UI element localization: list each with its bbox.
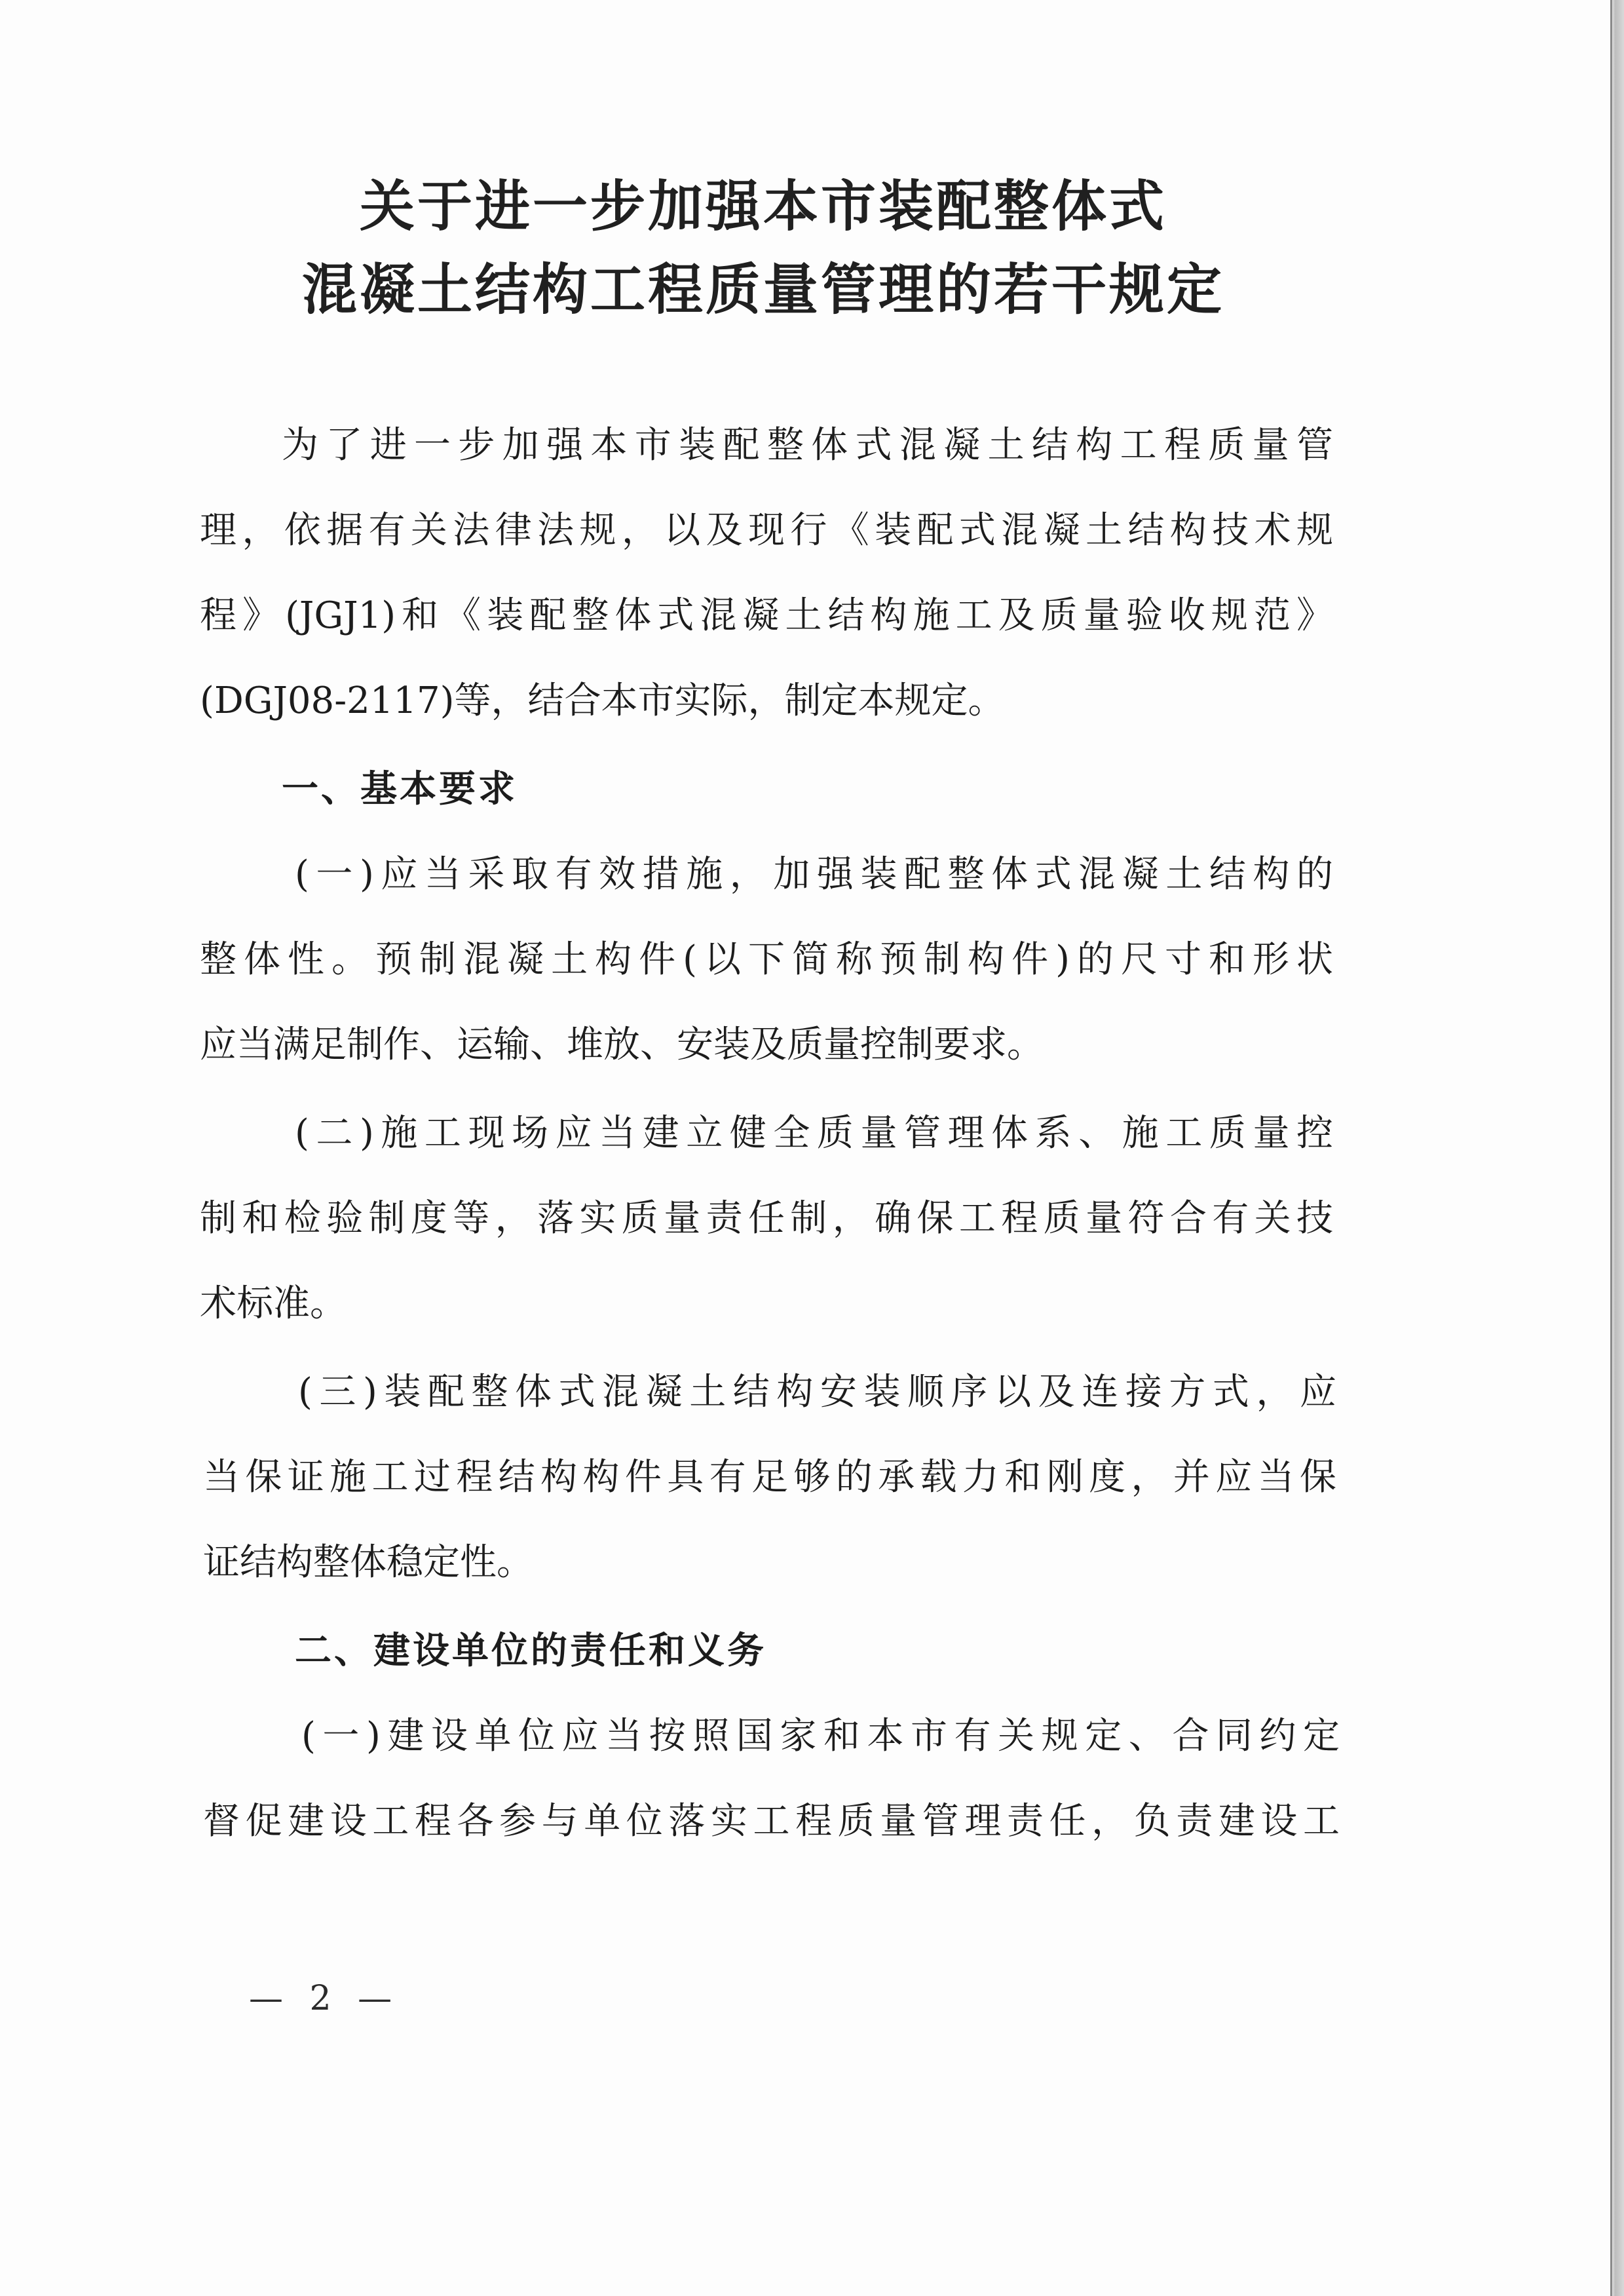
- s1-item1-line-3: 应当满足制作、运输、堆放、安装及质量控制要求。: [200, 1024, 1044, 1066]
- scanner-edge: [1612, 0, 1624, 2296]
- intro-line-3: 程》(JGJ1)和《装配整体式混凝土结构施工及质量验收规范》: [200, 594, 1333, 637]
- document-title-line-2: 混凝土结构工程质量管理的若干规定: [301, 258, 1224, 322]
- s2-item1-line-1: (一)建设单位应当按照国家和本市有关规定、合同约定: [301, 1715, 1340, 1757]
- intro-line-1: 为了进一步加强本市装配整体式混凝土结构工程质量管: [282, 424, 1333, 467]
- document-title-line-1: 关于进一步加强本市装配整体式: [359, 174, 1167, 239]
- s1-item2-line-3: 术标准。: [200, 1282, 347, 1325]
- s1-item2-line-1: (二)施工现场应当建立健全质量管理体系、施工质量控: [295, 1112, 1333, 1155]
- s1-item1-line-2: 整体性。预制混凝土构件(以下简称预制构件)的尺寸和形状: [200, 938, 1333, 981]
- s1-item1-line-1: (一)应当采取有效措施，加强装配整体式混凝土结构的: [295, 853, 1333, 896]
- intro-line-2: 理，依据有关法律法规，以及现行《装配式混凝土结构技术规: [200, 509, 1333, 552]
- page-border: [1610, 0, 1612, 2296]
- s1-item3-line-1: (三)装配整体式混凝土结构安装顺序以及连接方式，应: [298, 1371, 1336, 1413]
- s2-item1-line-2: 督促建设工程各参与单位落实工程质量管理责任，负责建设工: [203, 1800, 1340, 1843]
- page-number: — 2 —: [249, 1979, 400, 2018]
- section-2-heading: 二、建设单位的责任和义务: [295, 1630, 766, 1672]
- s1-item3-line-3: 证结构整体稳定性。: [203, 1541, 533, 1584]
- section-1-heading: 一、基本要求: [282, 768, 518, 811]
- s1-item2-line-2: 制和检验制度等，落实质量责任制，确保工程质量符合有关技: [200, 1197, 1333, 1240]
- s1-item3-line-2: 当保证施工过程结构构件具有足够的承载力和刚度，并应当保: [203, 1456, 1336, 1499]
- intro-line-4: (DGJ08-2117)等，结合本市实际，制定本规定。: [200, 679, 1005, 722]
